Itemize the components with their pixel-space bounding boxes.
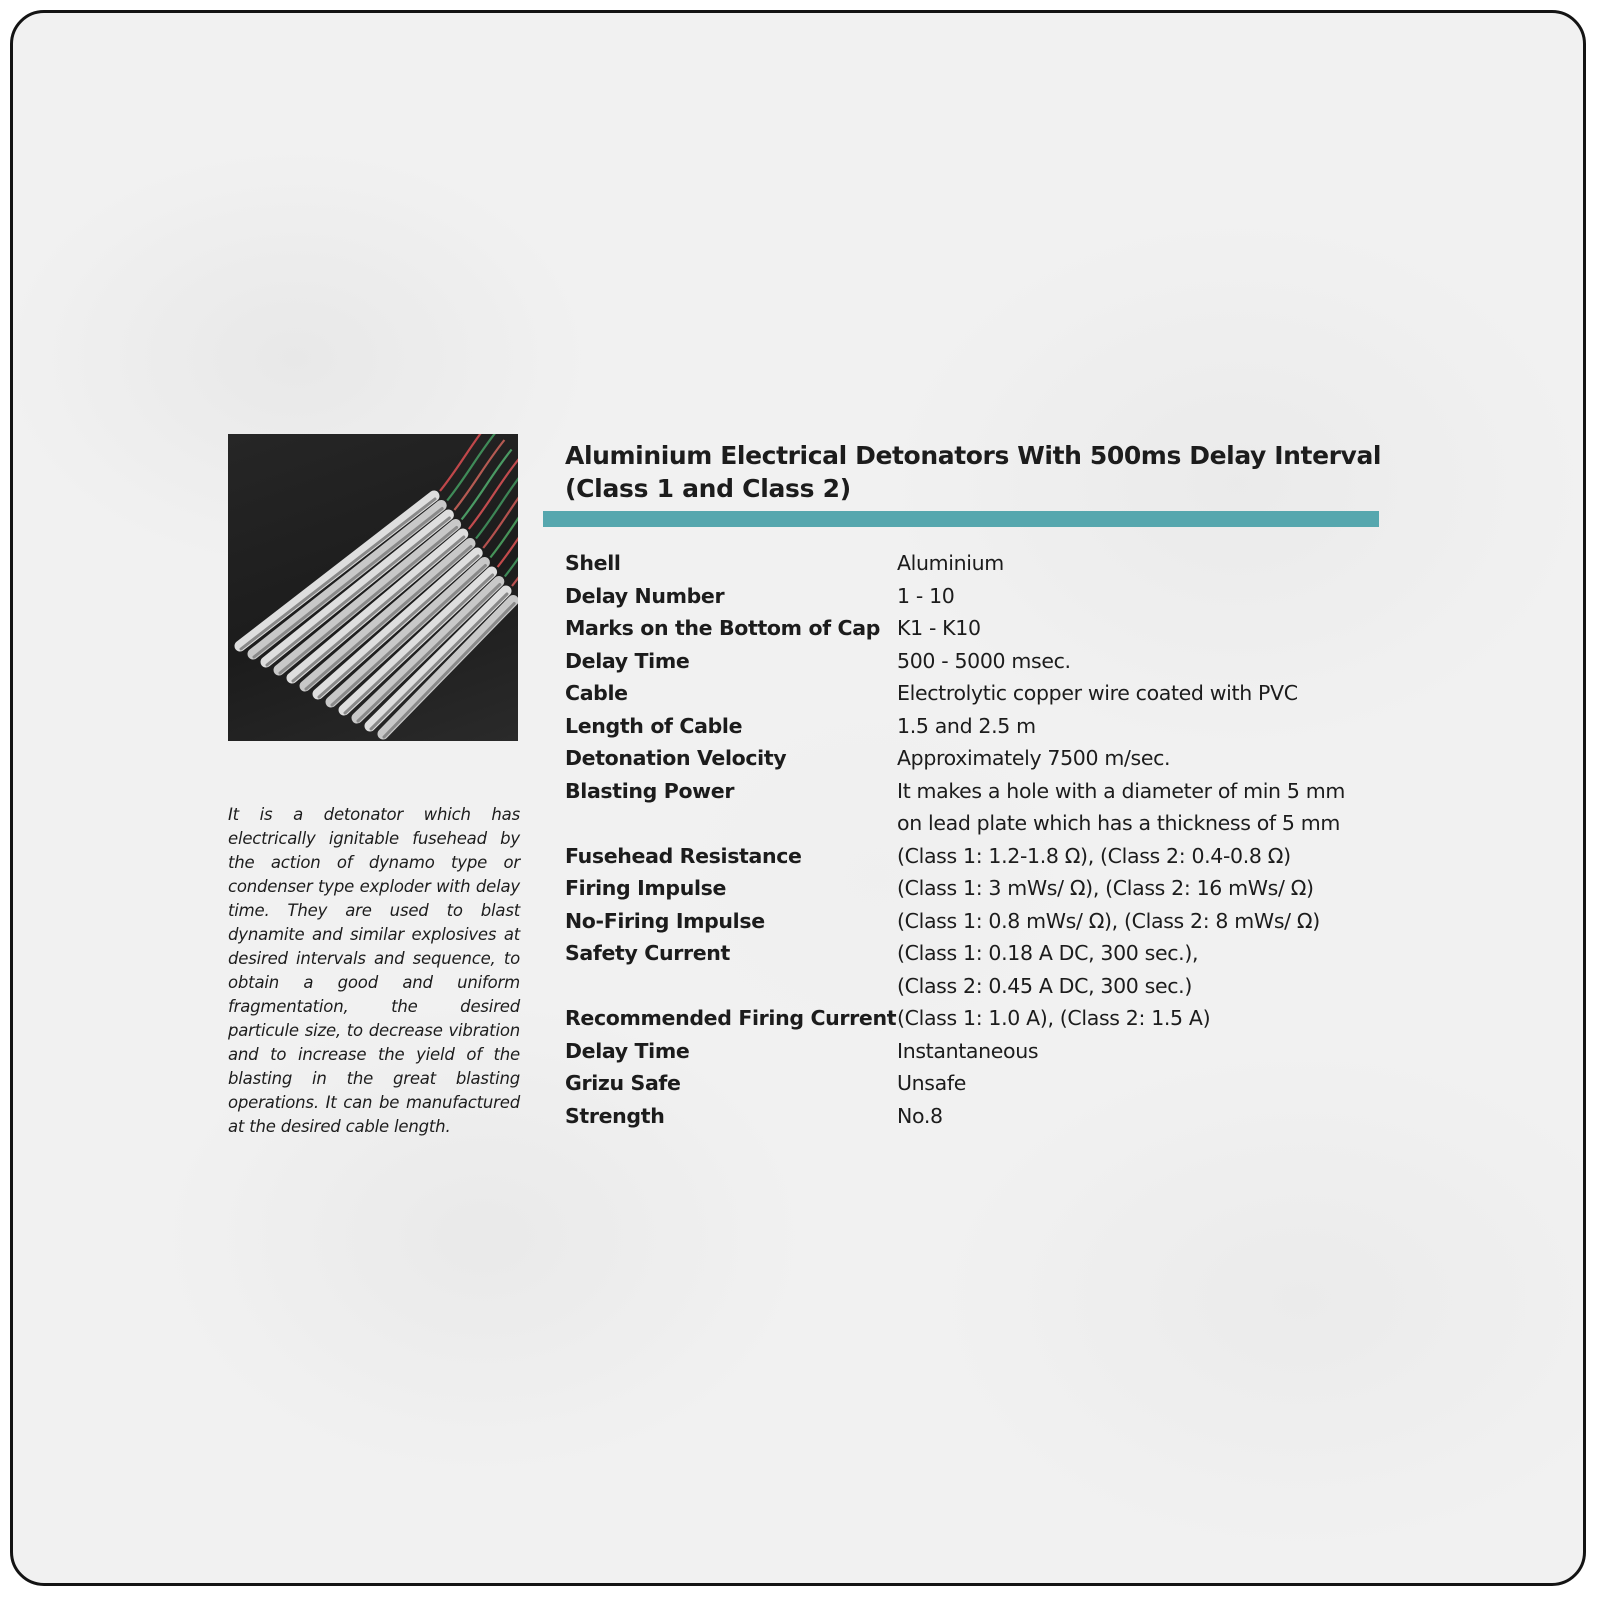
- spec-value-line: K1 - K10: [897, 616, 981, 640]
- spec-label: Firing Impulse: [565, 876, 727, 900]
- spec-value: [897, 645, 1395, 678]
- spec-value: [897, 1002, 1395, 1035]
- spec-row: [565, 612, 1395, 645]
- spec-label: No-Firing Impulse: [565, 908, 765, 933]
- spec-label: Grizu Safe: [565, 1071, 681, 1095]
- spec-value-line: (Class 2: 0.45 A DC, 300 sec.): [897, 973, 1192, 998]
- product-description: It is a detonator which has electrically ignitable fusehead by the action of dynamo type or condenser type exploder with delay time. They are used to blast dynamite and similar explosives at desired intervals and sequence, to obtain a good and uniform fragmentation, the desired particule size, to decrease vibration and to increase the yield of the blasting in the great blasting operations. It can be manufactured at the desired cable length.: [228, 805, 520, 1136]
- spec-value: [897, 742, 1395, 775]
- spec-value: [897, 547, 1395, 580]
- spec-value-line: Aluminium: [897, 551, 1004, 575]
- spec-value: [897, 1035, 1395, 1068]
- spec-value: [897, 905, 1395, 938]
- spec-row: [565, 645, 1395, 678]
- spec-value-line: on lead plate which has a thickness of 5 mm: [897, 811, 1341, 835]
- spec-value: [897, 710, 1395, 743]
- spec-label: Cable: [565, 681, 628, 705]
- spec-value-line: No.8: [897, 1103, 943, 1128]
- spec-label: Recommended Firing Current: [565, 1006, 897, 1030]
- detonator-wire: [462, 450, 512, 520]
- spec-label: Shell: [565, 551, 621, 575]
- spec-row: [565, 580, 1395, 613]
- spec-value-line: Unsafe: [897, 1071, 966, 1095]
- spec-label: Delay Number: [565, 583, 725, 608]
- spec-label: Length of Cable: [565, 713, 743, 738]
- detonator-wire: [483, 478, 518, 548]
- spec-value-line: (Class 1: 1.0 A), (Class 2: 1.5 A): [897, 1006, 1211, 1030]
- spec-value-line: 500 - 5000 msec.: [897, 648, 1071, 673]
- product-subtitle: (Class 1 and Class 2): [565, 474, 851, 503]
- spec-value-line: 1.5 and 2.5 m: [897, 713, 1036, 738]
- spec-value-line: Approximately 7500 m/sec.: [897, 746, 1171, 770]
- detonator-wire: [454, 440, 504, 510]
- spec-row: [565, 905, 1395, 938]
- spec-value-line: (Class 1: 3 mWs/ Ω), (Class 2: 16 mWs/ Ω): [897, 876, 1314, 900]
- spec-row: [565, 1067, 1395, 1100]
- spec-row: [565, 742, 1395, 775]
- spec-label: Delay Time: [565, 648, 690, 673]
- spec-value: [897, 1100, 1395, 1133]
- title-accent-bar: [543, 511, 1379, 527]
- spec-row: [565, 840, 1395, 873]
- spec-value-line: 1 - 10: [897, 583, 955, 608]
- spec-value-line: Electrolytic copper wire coated with PVC: [897, 681, 1298, 705]
- spec-row: [565, 1100, 1395, 1133]
- spec-value: [897, 580, 1395, 613]
- spec-label: Marks on the Bottom of Cap: [565, 616, 881, 640]
- spec-value-line: (Class 1: 0.8 mWs/ Ω), (Class 2: 8 mWs/ Ω): [897, 908, 1320, 933]
- spec-row: [565, 677, 1395, 710]
- spec-row: [565, 1035, 1395, 1068]
- detonator-wire: [440, 434, 490, 491]
- spec-label: Fusehead Resistance: [565, 843, 802, 868]
- spec-value-line: (Class 1: 1.2-1.8 Ω), (Class 2: 0.4-0.8 Ω): [897, 843, 1291, 868]
- spec-label: Detonation Velocity: [565, 746, 787, 770]
- detonators-illustration: [228, 434, 518, 741]
- detonator-wire: [469, 459, 518, 529]
- spec-value: [897, 1067, 1395, 1100]
- spec-value-line: (Class 1: 0.18 A DC, 300 sec.),: [897, 941, 1199, 965]
- spec-value: [897, 612, 1395, 645]
- detonators-photo: [228, 434, 518, 741]
- spec-value-line: Instantaneous: [897, 1038, 1039, 1063]
- product-title: Aluminium Electrical Detonators With 500ms Delay Interval: [565, 441, 1382, 470]
- spec-row: [565, 710, 1395, 743]
- spec-value: [897, 872, 1395, 905]
- spec-row: [565, 872, 1395, 905]
- spec-label: Safety Current: [565, 941, 730, 965]
- spec-row: [565, 937, 1395, 1002]
- spec-value: [897, 677, 1395, 710]
- spec-table: [565, 547, 1395, 1132]
- spec-value: [897, 840, 1395, 873]
- spec-label: Blasting Power: [565, 778, 735, 803]
- spec-row: [565, 775, 1395, 840]
- datasheet-page: [10, 10, 1586, 1586]
- spec-value-line: It makes a hole with a diameter of min 5 mm: [897, 778, 1345, 803]
- spec-value: [897, 775, 1395, 840]
- spec-row: [565, 547, 1395, 580]
- spec-row: [565, 1002, 1395, 1035]
- spec-value: [897, 937, 1395, 1002]
- spec-label: Strength: [565, 1103, 665, 1128]
- spec-label: Delay Time: [565, 1038, 690, 1063]
